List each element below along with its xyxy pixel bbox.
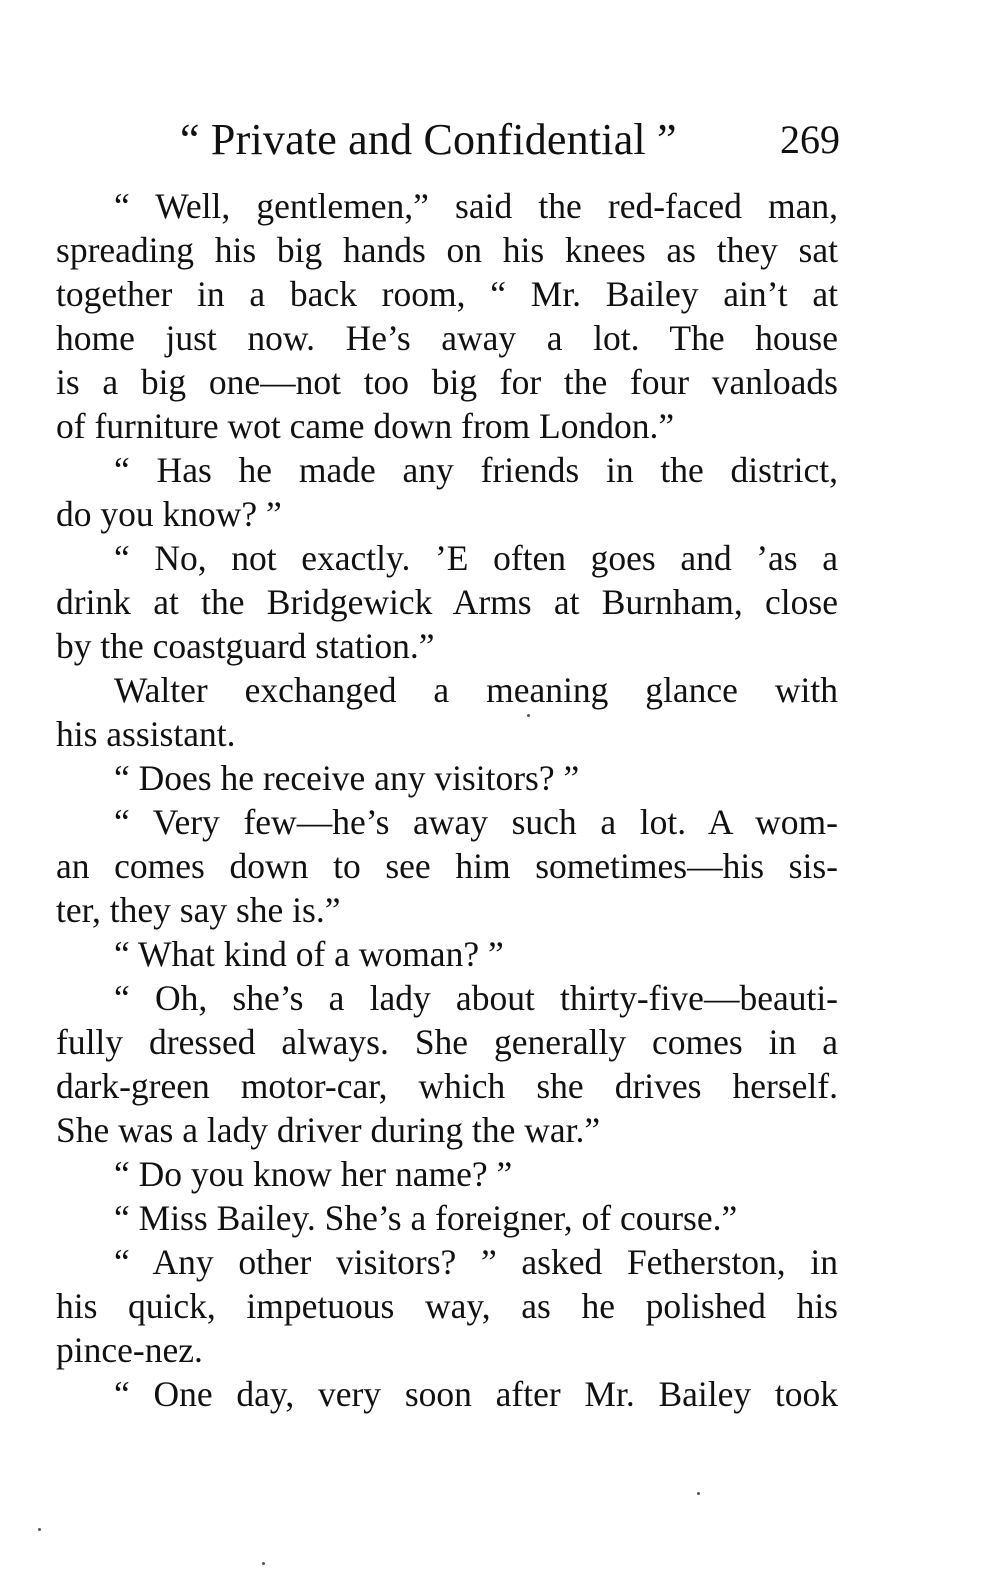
text-line: “ No, not exactly. ’E often goes and ’as a: [114, 538, 838, 578]
text-line: “ Has he made any friends in the district,: [114, 450, 838, 490]
text-line: an comes down to see him sometimes—his sis-: [56, 846, 838, 886]
text-line: Walter exchanged a meaning glance with: [114, 670, 838, 710]
text-line: “ Do you know her name? ”: [114, 1154, 513, 1194]
text-line: his assistant.: [56, 714, 236, 754]
text-line: “ Well, gentlemen,” said the red-faced man,: [114, 186, 838, 226]
text-line: “ Does he receive any visitors? ”: [114, 758, 580, 798]
text-line: do you know? ”: [56, 494, 282, 534]
ink-speck: [262, 1562, 265, 1565]
text-line: “ Any other visitors? ” asked Fetherston, in: [114, 1242, 838, 1282]
text-line: is a big one—not too big for the four vanloads: [56, 362, 838, 402]
text-line: “ Very few—he’s away such a lot. A wom-: [114, 802, 838, 842]
running-head: [56, 112, 840, 168]
text-line: “ Oh, she’s a lady about thirty-five—beauti-: [114, 978, 838, 1018]
text-line: dark-green motor-car, which she drives herself.: [56, 1066, 838, 1106]
ink-speck: [697, 1492, 700, 1495]
text-line: “ What kind of a woman? ”: [114, 934, 504, 974]
text-line: ter, they say she is.”: [56, 890, 341, 930]
text-line: “ Miss Bailey. She’s a foreigner, of course.”: [114, 1198, 738, 1238]
page-number: 269: [780, 117, 840, 162]
text-line: of furniture wot came down from London.”: [56, 406, 675, 446]
text-line: drink at the Bridgewick Arms at Burnham, close: [56, 582, 838, 622]
running-head-title: “ Private and Confidential ”: [180, 115, 677, 164]
text-line: spreading his big hands on his knees as they sat: [56, 230, 838, 270]
ink-speck: [38, 1528, 41, 1531]
ink-speck: [527, 714, 530, 717]
text-line: She was a lady driver during the war.”: [56, 1110, 601, 1150]
text-line: home just now. He’s away a lot. The house: [56, 318, 838, 358]
text-line: pince-nez.: [56, 1330, 203, 1370]
text-line: by the coastguard station.”: [56, 626, 435, 666]
text-line: his quick, impetuous way, as he polished his: [56, 1286, 838, 1326]
text-line: together in a back room, “ Mr. Bailey ain’t at: [56, 274, 838, 314]
text-line: “ One day, very soon after Mr. Bailey took: [114, 1374, 838, 1414]
text-line: fully dressed always. She generally comes in a: [56, 1022, 838, 1062]
